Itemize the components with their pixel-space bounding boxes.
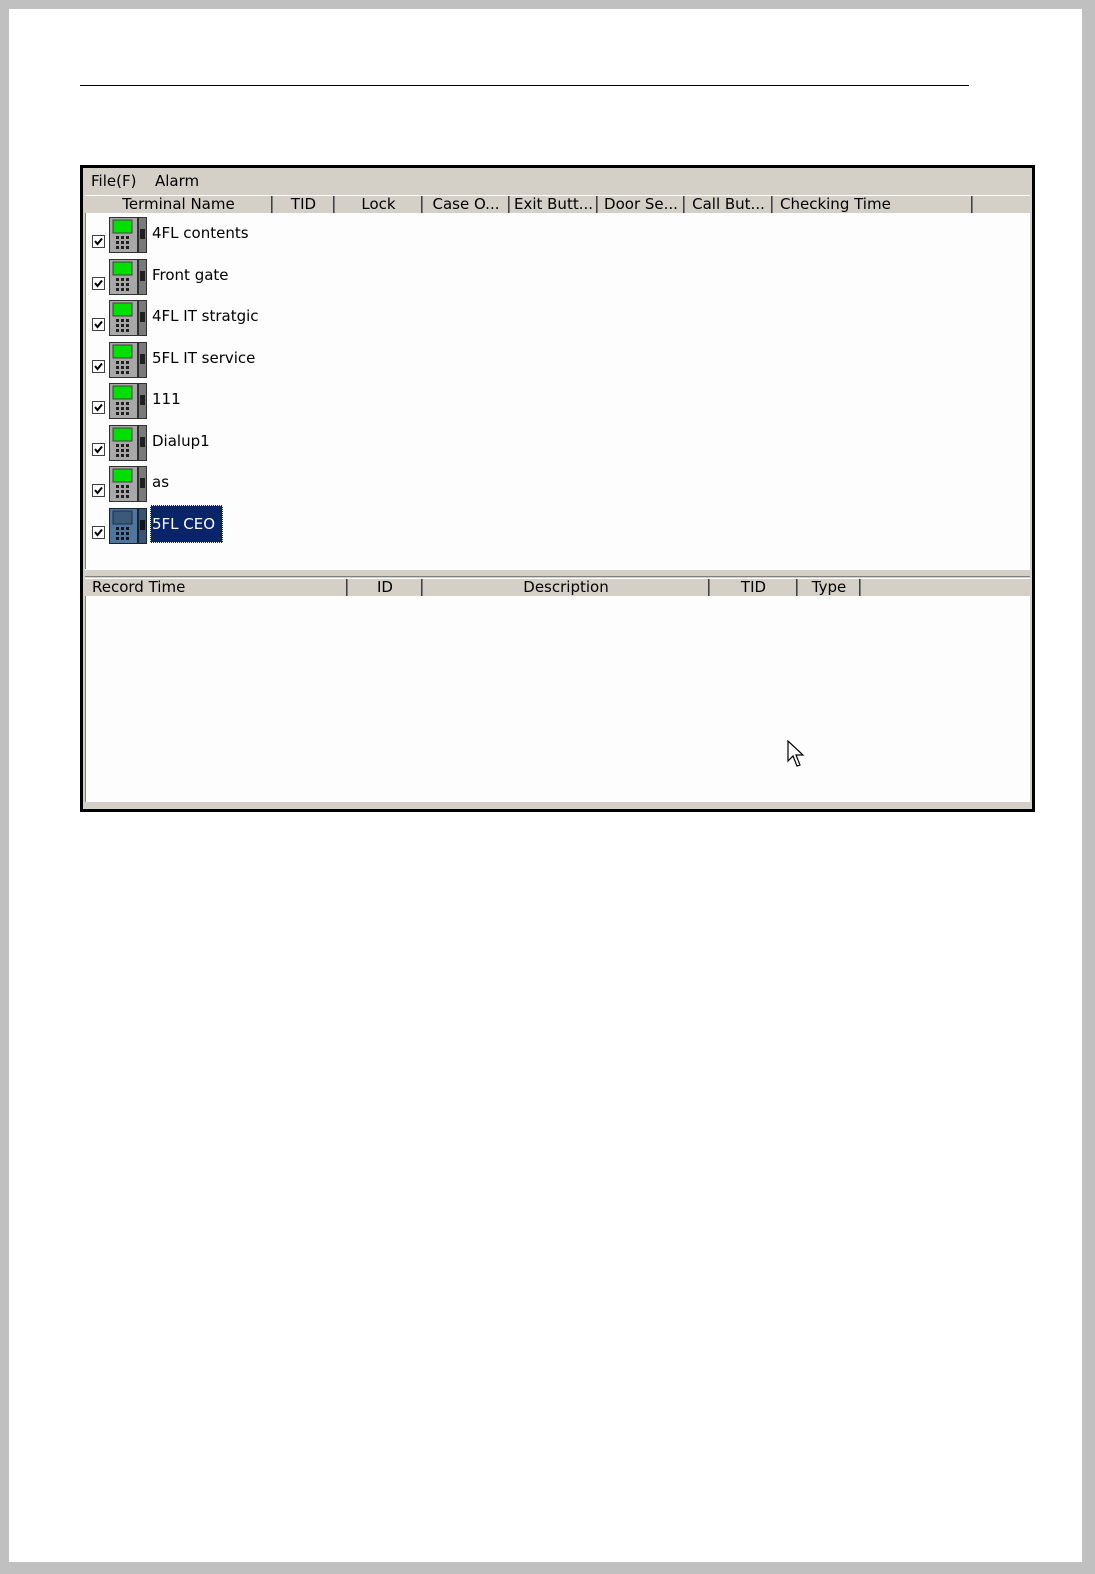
record-list[interactable] bbox=[85, 596, 1030, 802]
access-terminal-icon bbox=[109, 383, 147, 419]
col-exit-button[interactable]: Exit Butt... bbox=[510, 196, 598, 214]
app-window bbox=[80, 165, 1035, 812]
menu-bar bbox=[83, 168, 1032, 193]
access-terminal-icon bbox=[109, 259, 147, 295]
terminal-name: 5FL CEO bbox=[150, 505, 223, 543]
record-list-header bbox=[85, 578, 1030, 598]
access-terminal-icon bbox=[109, 217, 147, 253]
terminal-row[interactable] bbox=[86, 506, 486, 546]
col-case-open[interactable]: Case O... bbox=[423, 196, 510, 214]
terminal-row[interactable] bbox=[86, 464, 486, 504]
col-type[interactable]: Type bbox=[798, 579, 861, 597]
pane-splitter[interactable] bbox=[85, 569, 1030, 577]
terminal-name: 4FL contents bbox=[152, 224, 249, 242]
terminal-checkbox[interactable] bbox=[92, 484, 105, 497]
col-lock[interactable]: Lock bbox=[335, 196, 423, 214]
access-terminal-icon bbox=[109, 466, 147, 502]
terminal-row[interactable] bbox=[86, 423, 486, 463]
menu-file[interactable]: File(F) bbox=[91, 172, 137, 190]
col-door-sensor[interactable]: Door Se... bbox=[598, 196, 685, 214]
terminal-name: Front gate bbox=[152, 265, 229, 284]
checkmark-icon bbox=[93, 361, 104, 372]
col-description[interactable]: Description bbox=[423, 579, 710, 597]
checkmark-icon bbox=[93, 485, 104, 496]
col-tid[interactable]: TID bbox=[273, 196, 335, 214]
terminal-name: as bbox=[152, 473, 170, 491]
terminal-checkbox[interactable] bbox=[92, 401, 105, 414]
menu-alarm[interactable]: Alarm bbox=[155, 172, 200, 190]
terminal-name: 111 bbox=[152, 390, 181, 408]
terminal-checkbox[interactable] bbox=[92, 318, 105, 331]
terminal-name: Dialup1 bbox=[152, 431, 210, 450]
terminal-name: 5FL IT service bbox=[152, 348, 256, 367]
terminal-row[interactable] bbox=[86, 381, 486, 421]
terminal-row[interactable] bbox=[86, 215, 486, 255]
terminal-checkbox[interactable] bbox=[92, 443, 105, 456]
terminal-row[interactable] bbox=[86, 257, 486, 297]
checkmark-icon bbox=[93, 236, 104, 247]
col-id[interactable]: ID bbox=[348, 579, 423, 597]
col-checking-time[interactable]: Checking Time bbox=[773, 196, 973, 214]
terminal-list-header bbox=[85, 195, 1030, 215]
col-record-tid[interactable]: TID bbox=[710, 579, 798, 597]
col-call-button[interactable]: Call But... bbox=[685, 196, 773, 214]
access-terminal-icon bbox=[109, 342, 147, 378]
checkmark-icon bbox=[93, 319, 104, 330]
terminal-row[interactable] bbox=[86, 298, 486, 338]
access-terminal-icon bbox=[109, 300, 147, 336]
access-terminal-icon bbox=[109, 425, 147, 461]
checkmark-icon bbox=[93, 444, 104, 455]
col-terminal-name[interactable]: Terminal Name bbox=[85, 196, 273, 214]
checkmark-icon bbox=[93, 402, 104, 413]
header-rule bbox=[80, 85, 969, 86]
document-page bbox=[9, 9, 1082, 1562]
terminal-checkbox[interactable] bbox=[92, 360, 105, 373]
mouse-pointer-icon bbox=[787, 740, 805, 768]
access-terminal-icon bbox=[109, 508, 147, 544]
terminal-checkbox[interactable] bbox=[92, 526, 105, 539]
terminal-checkbox[interactable] bbox=[92, 235, 105, 248]
col-record-time[interactable]: Record Time bbox=[85, 579, 348, 597]
terminal-checkbox[interactable] bbox=[92, 277, 105, 290]
terminal-name: 4FL IT stratgic bbox=[152, 307, 259, 325]
checkmark-icon bbox=[93, 278, 104, 289]
terminal-row[interactable] bbox=[86, 340, 486, 380]
terminal-list[interactable] bbox=[85, 213, 1030, 569]
checkmark-icon bbox=[93, 527, 104, 538]
